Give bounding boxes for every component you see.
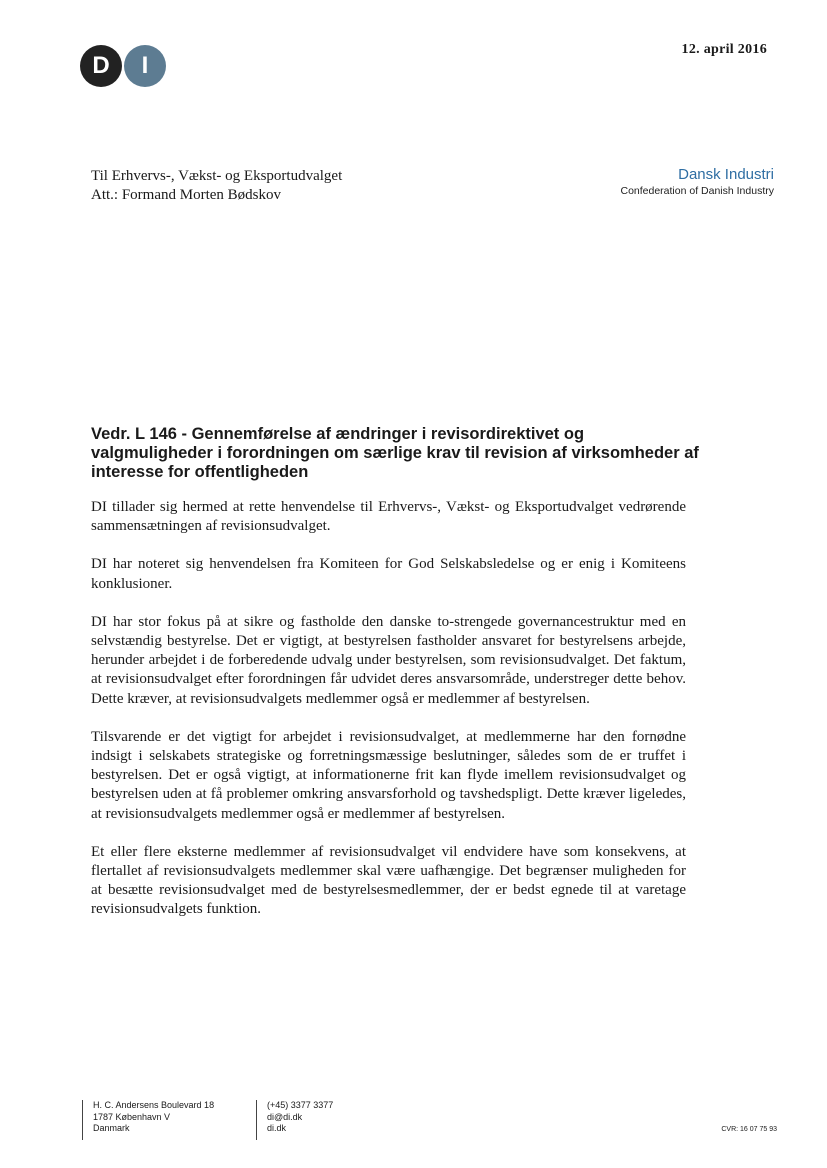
footer-address-line: Danmark bbox=[93, 1123, 130, 1133]
footer-email: di@di.dk bbox=[267, 1111, 303, 1122]
letter-date: 12. april 2016 bbox=[681, 42, 767, 57]
paragraph: DI tillader sig hermed at rette henvendelse til Erhvervs-, Vækst- og Eksportudvalget vedrørende sammensætningen af revisionsudvalget. bbox=[91, 499, 686, 535]
logo-letter-d: D bbox=[80, 45, 122, 87]
paragraph: DI har noteret sig henvendelsen fra Komiteen for God Selskabsledelse og er enig i Komiteens konklusioner. bbox=[91, 556, 686, 592]
organization-subtitle: Confederation of Danish Industry bbox=[620, 185, 774, 197]
footer-cvr: CVR: 16 07 75 93 bbox=[721, 1126, 777, 1133]
letter-body bbox=[91, 498, 686, 939]
recipient-line-1: Til Erhvervs-, Vækst- og Eksportudvalget bbox=[91, 168, 343, 184]
paragraph: Tilsvarende er det vigtigt for arbejdet i revisionsudvalget, at medlemmerne har den fornødne indsigt i selskabets strategiske og forretningsmæssige beslutninger, således som de er truffet i bestyrelsen. Det er også vigtigt, at informationerne frit kan flyde imellem revisionsudvalget og bestyrelsen uden at få problemer omkring ansvarsforhold og tavshedspligt. Dette kræver ligeledes, at revisionsudvalgets medlemmer også er medlemmer af bestyrelsen. bbox=[91, 728, 686, 822]
letter-subject: Vedr. L 146 - Gennemførelse af ændringer i revisordirektivet og valgmuligheder i forordningen om særlige krav til revision af virksomheder af interesse for offentligheden bbox=[91, 425, 699, 481]
footer-address-line: 1787 København V bbox=[93, 1111, 171, 1122]
paragraph: Et eller flere eksterne medlemmer af revisionsudvalget vil endvidere have som konsekvens, at flertallet af revisionsudvalgets medlemmer skal være uafhængige. Det begrænser muligheden for at besætte revisionsudvalget med de bestyrelsesmedlemmer, der er bedst egnede til at varetage revisionsudvalgets funktion. bbox=[91, 843, 686, 918]
footer-address-line: H. C. Andersens Boulevard 18 bbox=[93, 1100, 215, 1110]
recipient-line-2: Att.: Formand Morten Bødskov bbox=[91, 187, 281, 203]
footer bbox=[82, 1100, 333, 1140]
paragraph: DI har stor fokus på at sikre og fastholde den danske to-strengede governancestruktur med en selvstændig bestyrelse. Det er vigtigt, at bestyrelsen fastholder ansvaret for bestyrelsens arbejde, herunder arbejdet i de forberedende udvalg under bestyrelsen, som revisionsudvalget. Det faktum, at revisionsudvalget efter forordningen får udvidet deres ansvarsområde, understreger dette behov. Dette kræver, at revisionsudvalgets medlemmer også er medlemmer af bestyrelsen. bbox=[91, 613, 686, 707]
organization-block bbox=[620, 165, 774, 199]
footer-phone: (+45) 3377 3377 bbox=[267, 1100, 334, 1110]
recipient-block bbox=[91, 167, 342, 205]
footer-contact bbox=[256, 1100, 333, 1140]
footer-website: di.dk bbox=[267, 1123, 287, 1133]
logo-letter-i: I bbox=[124, 45, 166, 87]
footer-address bbox=[82, 1100, 256, 1140]
organization-name: Dansk Industri bbox=[678, 166, 774, 183]
di-logo bbox=[80, 45, 170, 87]
